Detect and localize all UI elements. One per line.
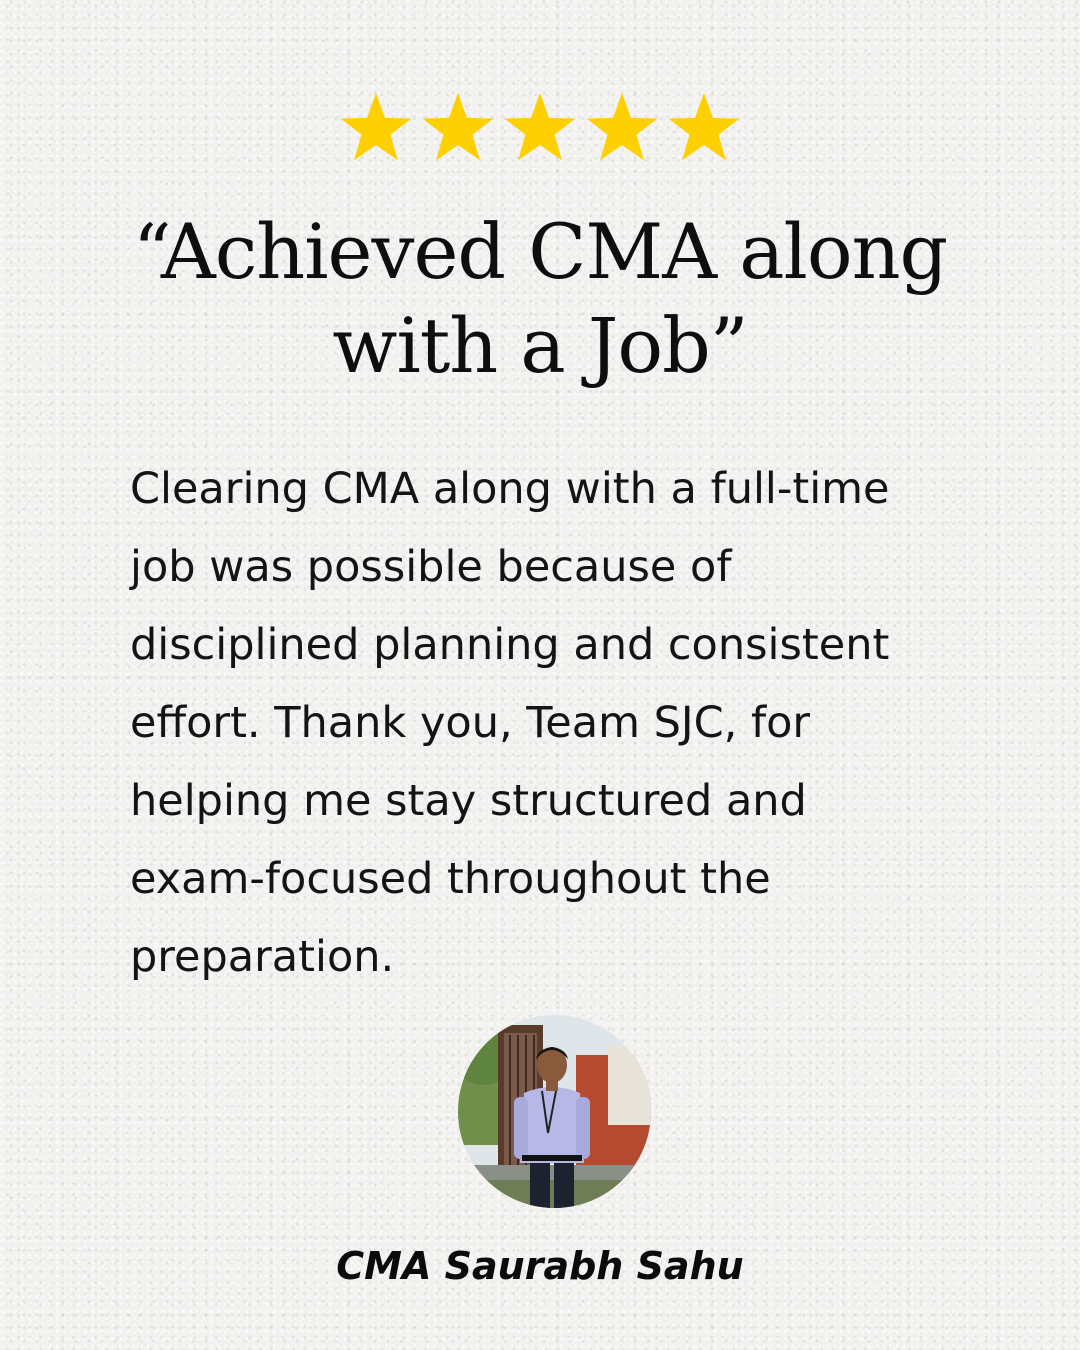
star-icon xyxy=(338,90,414,166)
testimonial-line-5: helping me stay structured and xyxy=(130,776,807,826)
testimonial-body xyxy=(130,450,1030,996)
title-line-2: with a Job” xyxy=(332,301,748,390)
star-icon xyxy=(666,90,742,166)
testimonial-title xyxy=(60,205,1020,393)
star-rating xyxy=(0,90,1080,166)
author-avatar xyxy=(458,1015,651,1208)
testimonial-line-3: disciplined planning and consistent xyxy=(130,620,890,670)
star-icon xyxy=(584,90,660,166)
testimonial-line-6: exam-focused throughout the xyxy=(130,854,771,904)
testimonial-line-7: preparation. xyxy=(130,932,395,982)
testimonial-line-1: Clearing CMA along with a full-time xyxy=(130,464,890,514)
author-name: CMA Saurabh Sahu xyxy=(336,1244,744,1288)
testimonial-line-2: job was possible because of xyxy=(130,542,732,592)
person-photo-icon xyxy=(458,1015,651,1208)
title-line-1: “Achieved CMA along xyxy=(132,207,948,296)
star-icon xyxy=(420,90,496,166)
star-icon xyxy=(502,90,578,166)
testimonial-line-4: effort. Thank you, Team SJC, for xyxy=(130,698,811,748)
